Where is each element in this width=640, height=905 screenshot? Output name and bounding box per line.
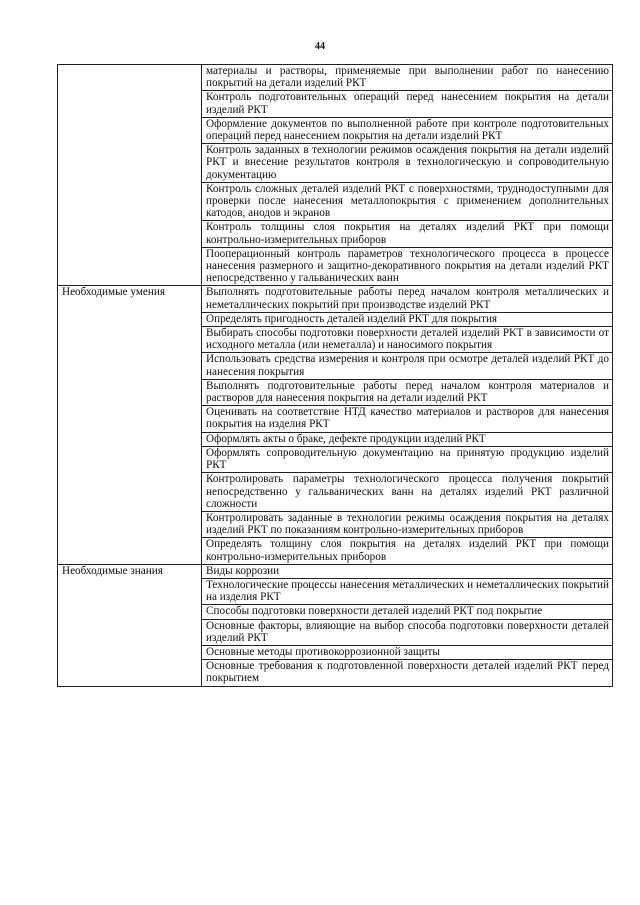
section-label: Необходимые умения	[58, 286, 202, 564]
requirement-item: Контроль сложных деталей изделий РКТ с поверхностями, труднодоступными для проверки после нанесения металлопокрытия с применением дополнительных катодов, анодов и экранов	[202, 182, 613, 221]
requirement-item: Технологические процессы нанесения металлических и неметаллических покрытий на изделия РКТ	[202, 578, 613, 604]
requirement-item: Контроль толщины слоя покрытия на деталях изделий РКТ при помощи контрольно-измерительных приборов	[202, 221, 613, 247]
section-label	[58, 65, 202, 286]
requirement-item: Выбирать способы подготовки поверхности деталей изделий РКТ в зависимости от исходного металла (или неметалла) и наносимого покрытия	[202, 327, 613, 353]
table-row	[58, 564, 613, 578]
requirement-item: Контролировать заданные в технологии режимы осаждения покрытия на деталях изделий РКТ по показаниям контрольно-измерительных приборов	[202, 511, 613, 537]
requirement-item: Основные факторы, влияющие на выбор способа подготовки поверхности деталей изделий РКТ	[202, 619, 613, 645]
requirement-item: Виды коррозии	[202, 564, 613, 578]
requirement-item: Пооперационный контроль параметров технологического процесса в процессе нанесения размерного и защитно-декоративного покрытия на детали изделий РКТ непосредственно у гальванических ванн	[202, 247, 613, 286]
requirement-item: Выполнять подготовительные работы перед началом контроля металлических и неметаллических покрытий при производстве изделий РКТ	[202, 286, 613, 312]
requirement-item: Контроль заданных в технологии режимов осаждения покрытия на детали изделий РКТ и внесение результатов контроля в технологическую и сопроводительную документацию	[202, 144, 613, 183]
requirement-item: Основные требования к подготовленной поверхности деталей изделий РКТ перед покрытием	[202, 660, 613, 686]
requirement-item: Оформлять акты о браке, дефекте продукции изделий РКТ	[202, 432, 613, 446]
requirement-item: Оформлять сопроводительную документацию на принятую продукцию изделий РКТ	[202, 446, 613, 472]
requirement-item: Контроль подготовительных операций перед нанесением покрытия на детали изделий РКТ	[202, 91, 613, 117]
requirement-item: Оформление документов по выполненной работе при контроле подготовительных операций перед нанесением покрытия на детали изделий РКТ	[202, 117, 613, 143]
section-label: Необходимые знания	[58, 564, 202, 686]
requirement-item: Определять толщину слоя покрытия на деталях изделий РКТ при помощи контрольно-измерительных приборов	[202, 538, 613, 564]
requirement-item: Способы подготовки поверхности деталей изделий РКТ под покрытие	[202, 605, 613, 619]
requirement-item: Использовать средства измерения и контроля при осмотре деталей изделий РКТ до нанесения покрытия	[202, 353, 613, 379]
table-row	[58, 65, 613, 91]
requirement-item: материалы и растворы, применяемые при выполнении работ по нанесению покрытий на детали изделий РКТ	[202, 65, 613, 91]
requirement-item: Определять пригодность деталей изделий РКТ для покрытия	[202, 312, 613, 326]
table-row	[58, 286, 613, 312]
requirement-item: Оценивать на соответствие НТД качество материалов и растворов для нанесения покрытия на изделия РКТ	[202, 406, 613, 432]
requirement-item: Основные методы противокоррозионной защиты	[202, 645, 613, 659]
requirement-item: Контролировать параметры технологического процесса получения покрытий непосредственно у гальванических ванн на деталях изделий РКТ различной сложности	[202, 473, 613, 512]
page-number: 44	[315, 41, 325, 52]
competency-table	[57, 64, 613, 687]
requirement-item: Выполнять подготовительные работы перед началом контроля материалов и растворов для нанесения покрытия на детали изделий РКТ	[202, 379, 613, 405]
